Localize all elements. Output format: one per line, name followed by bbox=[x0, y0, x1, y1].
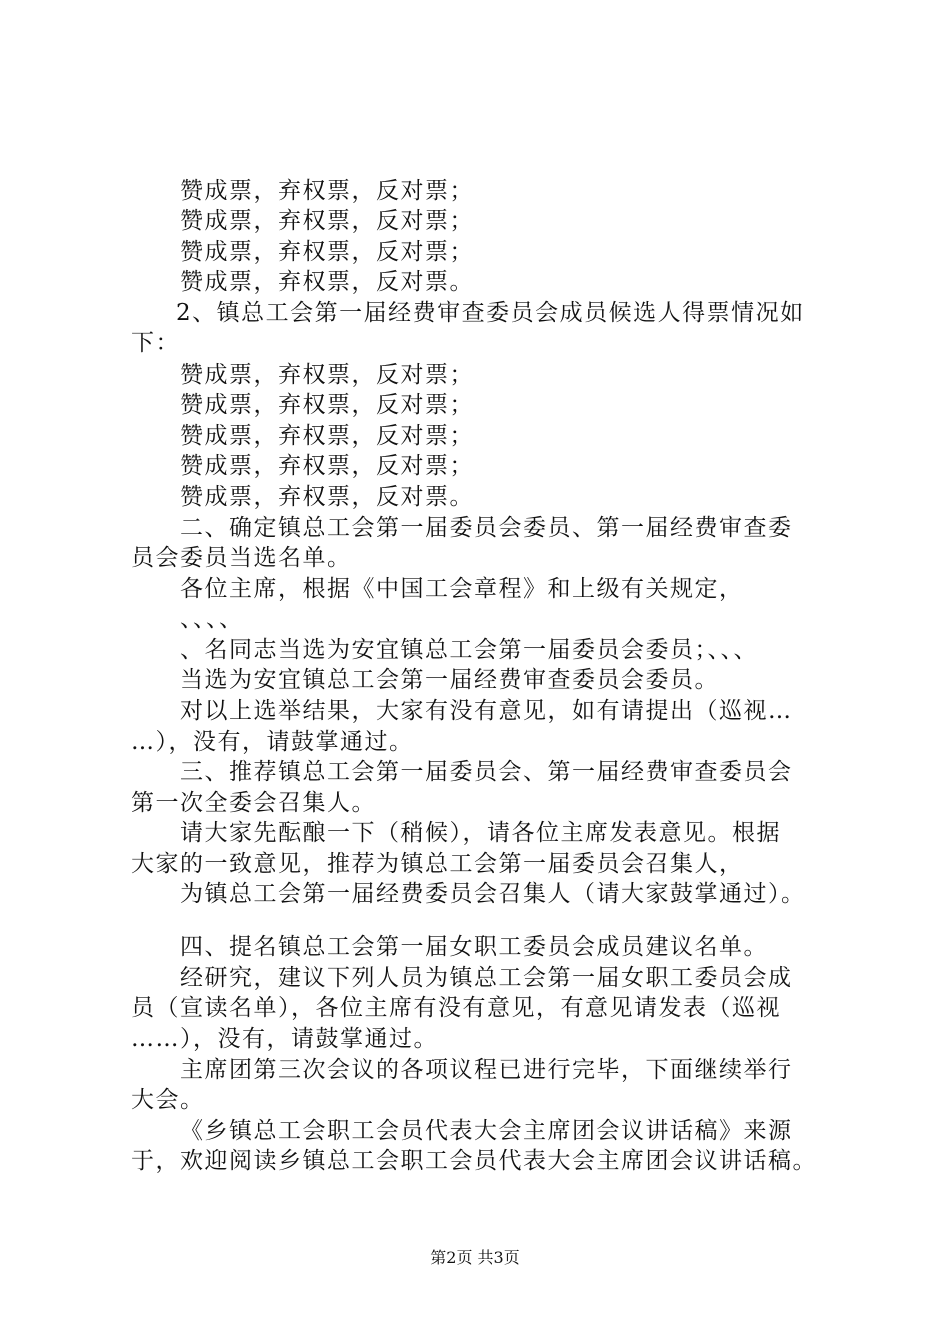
text-line: …），没有，请鼓掌通过。 bbox=[131, 729, 414, 755]
text-line: 赞成票，弃权票，反对票； bbox=[180, 392, 474, 418]
text-line: 赞成票，弃权票，反对票； bbox=[180, 423, 474, 449]
text-line: 经研究，建议下列人员为镇总工会第一届女职工委员会成 bbox=[180, 965, 793, 991]
text-line: 对以上选举结果，大家有没有意见，如有请提出（巡视… bbox=[180, 698, 793, 724]
text-line: 《乡镇总工会职工会员代表大会主席团会议讲话稿》来源 bbox=[180, 1118, 793, 1144]
text-line: 员（宣读名单），各位主席有没有意见，有意见请发表（巡视 bbox=[131, 995, 781, 1021]
text-line: 二、确定镇总工会第一届委员会委员、第一届经费审查委 bbox=[180, 515, 793, 541]
text-line: 赞成票，弃权票，反对票； bbox=[180, 208, 474, 234]
text-line: 赞成票，弃权票，反对票； bbox=[180, 239, 474, 265]
text-line: 赞成票，弃权票，反对票。 bbox=[180, 269, 474, 295]
page-number-footer: 第2页 共3页 bbox=[430, 1248, 520, 1267]
text-line: 主席团第三次会议的各项议程已进行完毕，下面继续举行 bbox=[180, 1057, 793, 1083]
text-line: 下： bbox=[131, 330, 180, 356]
text-line: 于，欢迎阅读乡镇总工会职工会员代表大会主席团会议讲话稿。 bbox=[131, 1148, 817, 1174]
text-line: 、名同志当选为安宜镇总工会第一届委员会委员；、、、 bbox=[180, 637, 758, 663]
text-line: 为镇总工会第一届经费委员会召集人（请大家鼓掌通过）。 bbox=[180, 881, 806, 907]
text-line: 当选为安宜镇总工会第一届经费审查委员会委员。 bbox=[180, 667, 719, 693]
text-line: 赞成票，弃权票，反对票； bbox=[180, 453, 474, 479]
text-line: 、、、、 bbox=[180, 606, 244, 632]
text-line: 赞成票，弃权票，反对票。 bbox=[180, 484, 474, 510]
text-line: 四、提名镇总工会第一届女职工委员会成员建议名单。 bbox=[180, 934, 768, 960]
text-line: ……），没有，请鼓掌通过。 bbox=[131, 1026, 438, 1052]
text-line: 请大家先酝酿一下（稍候），请各位主席发表意见。根据 bbox=[180, 820, 781, 846]
text-line: 2、镇总工会第一届经费审查委员会成员候选人得票情况如 bbox=[176, 300, 805, 326]
text-line: 大家的一致意见，推荐为镇总工会第一届委员会召集人， bbox=[131, 851, 744, 877]
text-line: 赞成票，弃权票，反对票； bbox=[180, 362, 474, 388]
text-line: 三、推荐镇总工会第一届委员会、第一届经费审查委员会 bbox=[180, 759, 793, 785]
text-line: 各位主席，根据《中国工会章程》和上级有关规定， bbox=[180, 576, 744, 602]
text-line: 大会。 bbox=[131, 1087, 205, 1113]
text-line: 第一次全委会召集人。 bbox=[131, 790, 376, 816]
text-line: 赞成票，弃权票，反对票； bbox=[180, 178, 474, 204]
text-line: 员会委员当选名单。 bbox=[131, 545, 352, 571]
